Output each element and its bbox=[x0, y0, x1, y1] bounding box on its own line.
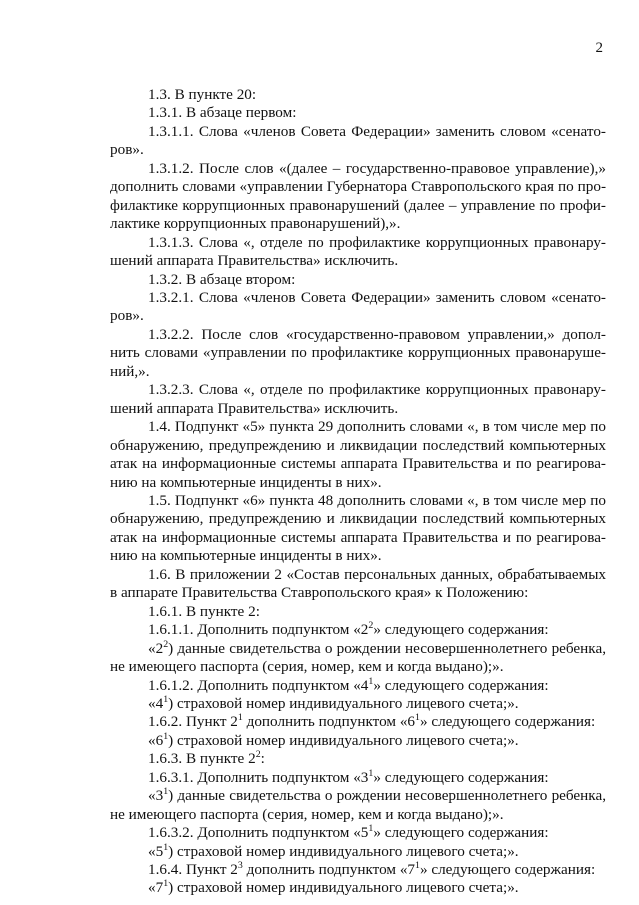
paragraph bbox=[110, 695, 606, 713]
text-run: не имеющего паспорта (серия, номер, кем и когда выдано);». bbox=[110, 658, 504, 676]
paragraph bbox=[110, 713, 606, 731]
superscript: 1 bbox=[163, 730, 169, 742]
text-line bbox=[110, 437, 606, 454]
text-line bbox=[148, 160, 606, 177]
text-line bbox=[110, 658, 504, 675]
text-line bbox=[148, 492, 606, 509]
paragraph bbox=[110, 769, 606, 787]
paragraph bbox=[110, 603, 606, 621]
text-run: 1.6.2. Пункт 2 bbox=[148, 713, 238, 731]
paragraph bbox=[110, 418, 606, 492]
text-run: ров». bbox=[110, 307, 144, 325]
paragraph bbox=[110, 824, 606, 842]
superscript: 1 bbox=[415, 859, 420, 871]
paragraph bbox=[110, 640, 606, 677]
text-run: » следующего содержания: bbox=[373, 621, 549, 639]
text-line bbox=[110, 584, 528, 601]
paragraph bbox=[110, 492, 606, 566]
superscript: 1 bbox=[163, 841, 169, 853]
text-line bbox=[110, 455, 606, 472]
text-run: «4 bbox=[148, 694, 164, 712]
text-line bbox=[148, 104, 296, 121]
text-line bbox=[148, 418, 606, 435]
text-run: 1.3.1.1. Слова «членов Совета Федерации» заменить словом «сенато- bbox=[148, 122, 606, 140]
paragraph bbox=[110, 732, 606, 750]
text-run: ) страховой номер индивидуального лицевого счета;». bbox=[168, 694, 519, 712]
text-run: обнаружению, предупреждению и ликвидации последствий компьютерных bbox=[110, 510, 606, 528]
text-line bbox=[110, 252, 398, 269]
text-run: » следующего содержания: bbox=[419, 861, 596, 879]
text-run: » следующего содержания: bbox=[373, 768, 549, 786]
text-run: дополнить подпунктом «6 bbox=[242, 713, 416, 731]
text-run: ) страховой номер индивидуального лицевого счета;». bbox=[168, 879, 519, 897]
text-run: » следующего содержания: bbox=[373, 676, 549, 694]
paragraph bbox=[110, 787, 606, 824]
text-run: не имеющего паспорта (серия, номер, кем и когда выдано);». bbox=[110, 805, 504, 823]
paragraph bbox=[110, 271, 606, 289]
text-run: нию на компьютерные инциденты в них». bbox=[110, 547, 382, 565]
superscript: 2 bbox=[255, 749, 261, 761]
text-line bbox=[148, 695, 519, 712]
text-run: филактике коррупционных правонарушений (далее – управление по профи- bbox=[110, 196, 606, 214]
superscript: 2 bbox=[163, 638, 169, 650]
text-line bbox=[148, 603, 260, 620]
superscript: 2 bbox=[368, 620, 374, 632]
text-run: атак на информационные системы аппарата Правительства и по реагирова- bbox=[110, 455, 606, 473]
text-run: 1.3.1.2. После слов «(далее – государственно-правовое управление),» bbox=[148, 159, 606, 177]
text-line bbox=[148, 271, 295, 288]
text-line bbox=[148, 381, 606, 398]
text-run: ров». bbox=[110, 141, 144, 159]
superscript: 1 bbox=[368, 675, 374, 687]
text-run: «6 bbox=[148, 731, 164, 749]
text-line bbox=[148, 566, 606, 583]
text-run: ) страховой номер индивидуального лицевого счета;». bbox=[168, 842, 519, 860]
text-line bbox=[148, 621, 549, 638]
text-line bbox=[110, 197, 606, 214]
text-run: лактике коррупционных правонарушений),». bbox=[110, 215, 401, 233]
text-line bbox=[110, 806, 504, 823]
superscript: 1 bbox=[163, 786, 169, 798]
text-run: » следующего содержания: bbox=[419, 713, 596, 731]
superscript: 1 bbox=[163, 878, 169, 890]
text-run: 1.6.1.1. Дополнить подпунктом «2 bbox=[148, 621, 369, 639]
text-run: атак на информационные системы аппарата Правительства и по реагирова- bbox=[110, 528, 606, 546]
text-run: ) данные свидетельства о рождении несовершеннолетнего ребенка, bbox=[168, 639, 606, 657]
text-line bbox=[148, 732, 519, 749]
text-run: : bbox=[260, 750, 265, 768]
text-line bbox=[148, 640, 606, 657]
text-run: 1.3.2.1. Слова «членов Совета Федерации» заменить словом «сенато- bbox=[148, 288, 606, 306]
text-line bbox=[148, 713, 595, 730]
text-run: 1.4. Подпункт «5» пункта 29 дополнить словами «, в том числе мер по bbox=[148, 418, 606, 436]
text-line bbox=[148, 86, 256, 103]
text-run: 1.3.1. В абзаце первом: bbox=[148, 104, 297, 122]
text-line bbox=[110, 215, 400, 232]
text-line bbox=[148, 843, 519, 860]
text-run: «2 bbox=[148, 639, 164, 657]
text-line bbox=[110, 510, 606, 527]
paragraph bbox=[110, 861, 606, 879]
text-line bbox=[148, 769, 549, 786]
text-line bbox=[148, 677, 549, 694]
text-run: нить словами «управлении по профилактике коррупционных правонаруше- bbox=[110, 344, 606, 362]
text-line bbox=[148, 326, 606, 343]
paragraph bbox=[110, 289, 606, 326]
paragraph bbox=[110, 104, 606, 122]
paragraph bbox=[110, 621, 606, 639]
page-number: 2 bbox=[595, 40, 603, 56]
text-line bbox=[148, 787, 606, 804]
text-line bbox=[148, 824, 549, 841]
text-line bbox=[148, 123, 606, 140]
paragraph bbox=[110, 843, 606, 861]
superscript: 1 bbox=[368, 767, 374, 779]
text-run: шений аппарата Правительства» исключить. bbox=[110, 399, 399, 417]
text-run: ) данные свидетельства о рождении несовершеннолетнего ребенка, bbox=[168, 787, 606, 805]
text-run: 1.6.3.1. Дополнить подпунктом «3 bbox=[148, 768, 369, 786]
text-run: 1.3. В пункте 20: bbox=[148, 86, 257, 103]
superscript: 1 bbox=[237, 712, 243, 724]
text-line bbox=[110, 141, 144, 158]
text-line bbox=[110, 344, 606, 361]
text-line bbox=[110, 547, 382, 564]
text-line bbox=[110, 307, 144, 324]
text-run: 1.6.3. В пункте 2 bbox=[148, 750, 256, 768]
text-run: 1.6.4. Пункт 2 bbox=[148, 861, 238, 879]
text-line bbox=[148, 750, 265, 767]
text-line bbox=[110, 474, 382, 491]
text-line bbox=[148, 879, 519, 896]
text-run: 1.3.2.3. Слова «, отделе по профилактике коррупционных правонару- bbox=[148, 381, 606, 399]
paragraph bbox=[110, 160, 606, 234]
text-line bbox=[110, 363, 150, 380]
superscript: 1 bbox=[368, 823, 374, 835]
text-line bbox=[148, 289, 606, 306]
text-line bbox=[148, 234, 606, 251]
text-run: 1.3.1.3. Слова «, отделе по профилактике коррупционных правонару- bbox=[148, 233, 606, 251]
paragraph bbox=[110, 86, 606, 104]
text-line bbox=[110, 178, 606, 195]
superscript: 1 bbox=[163, 693, 169, 705]
text-run: 1.5. Подпункт «6» пункта 48 дополнить словами «, в том числе мер по bbox=[148, 491, 606, 509]
text-line bbox=[110, 400, 398, 417]
text-run: 1.6.1. В пункте 2: bbox=[148, 602, 260, 620]
text-run: шений аппарата Правительства» исключить. bbox=[110, 252, 399, 270]
text-line bbox=[110, 529, 606, 546]
text-run: » следующего содержания: bbox=[373, 824, 549, 842]
paragraph bbox=[110, 879, 606, 897]
text-run: дополнить подпунктом «7 bbox=[242, 861, 416, 879]
text-run: дополнить словами «управлении Губернатора Ставропольского края по про- bbox=[110, 178, 606, 196]
text-run: ) страховой номер индивидуального лицевого счета;». bbox=[168, 731, 519, 749]
paragraph bbox=[110, 123, 606, 160]
text-run: «3 bbox=[148, 787, 164, 805]
document-body bbox=[110, 86, 606, 898]
text-run: «7 bbox=[148, 879, 164, 897]
paragraph bbox=[110, 381, 606, 418]
superscript: 3 bbox=[237, 859, 243, 871]
text-run: 1.3.2.2. После слов «государственно-правовом управлении,» допол- bbox=[148, 325, 606, 343]
text-run: 1.3.2. В абзаце втором: bbox=[148, 270, 296, 288]
superscript: 1 bbox=[415, 712, 420, 724]
text-line bbox=[148, 861, 595, 878]
text-run: «5 bbox=[148, 842, 164, 860]
text-run: ний,». bbox=[110, 362, 150, 380]
text-run: 1.6.3.2. Дополнить подпунктом «5 bbox=[148, 824, 369, 842]
paragraph bbox=[110, 750, 606, 768]
paragraph bbox=[110, 234, 606, 271]
text-run: 1.6. В приложении 2 «Состав персональных данных, обрабатываемых bbox=[148, 565, 606, 583]
text-run: 1.6.1.2. Дополнить подпунктом «4 bbox=[148, 676, 369, 694]
paragraph bbox=[110, 677, 606, 695]
text-run: нию на компьютерные инциденты в них». bbox=[110, 473, 382, 491]
text-run: в аппарате Правительства Ставропольского края» к Положению: bbox=[110, 584, 529, 602]
text-run: обнаружению, предупреждению и ликвидации последствий компьютерных bbox=[110, 436, 606, 454]
paragraph bbox=[110, 566, 606, 603]
paragraph bbox=[110, 326, 606, 381]
